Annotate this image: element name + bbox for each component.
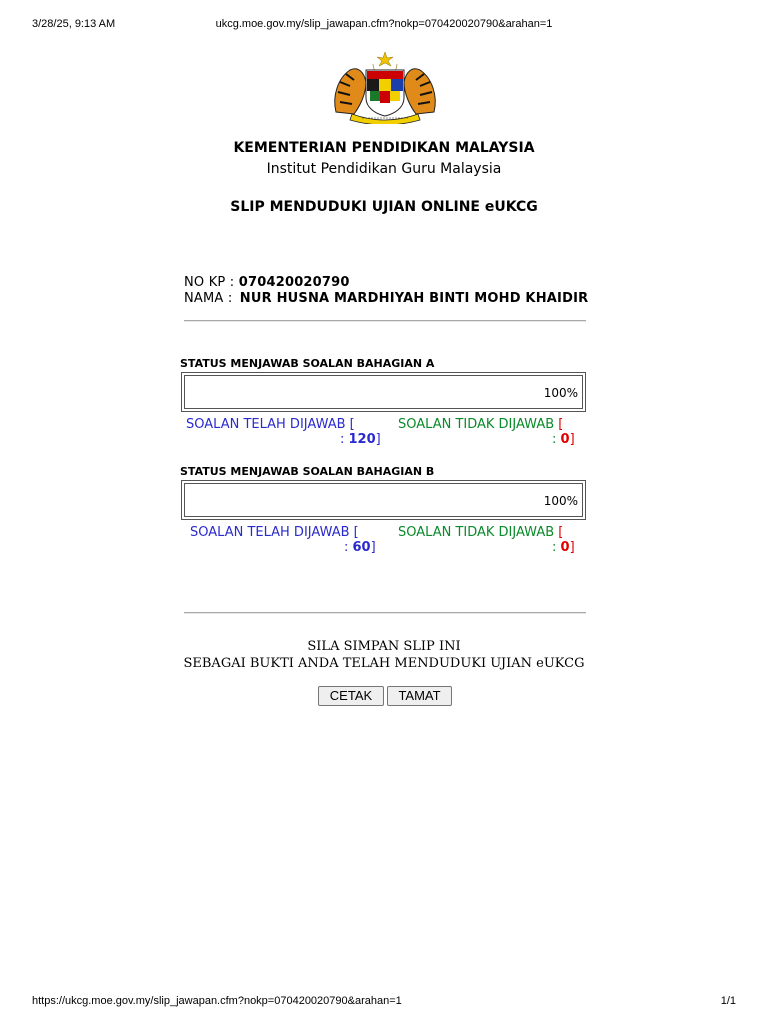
coat-of-arms-logo (330, 52, 440, 124)
proof-message: SEBAGAI BUKTI ANDA TELAH MENDUDUKI UJIAN eUKCG (183, 656, 585, 671)
save-slip-message: SILA SIMPAN SLIP INI (307, 639, 461, 654)
nokp-row (184, 275, 350, 290)
slip-title: SLIP MENDUDUKI UJIAN ONLINE eUKCG (230, 199, 538, 215)
section-a-unanswered-label: SOALAN TIDAK DIJAWAB (398, 417, 555, 432)
ministry-title: KEMENTERIAN PENDIDIKAN MALAYSIA (233, 140, 535, 156)
section-a-progress-inner (184, 375, 583, 409)
section-b-answered-label: SOALAN TELAH DIJAWAB [ (190, 525, 359, 540)
section-a-progress-bar (181, 372, 586, 412)
section-a-unanswered-count: : 0] (552, 432, 575, 447)
print-datetime: 3/28/25, 9:13 AM (32, 18, 116, 30)
section-b-unanswered-count: : 0] (552, 540, 575, 555)
section-a-answered-count: : 120] (340, 432, 381, 447)
section-a-answered-label: SOALAN TELAH DIJAWAB [ (186, 417, 355, 432)
section-b-unanswered: SOALAN TIDAK DIJAWAB [ (398, 525, 564, 540)
section-b-answered-value: 60 (352, 540, 371, 555)
section-a-answered-value: 120 (348, 432, 376, 447)
nokp-label: NO KP : (184, 275, 235, 290)
nama-row (184, 291, 588, 306)
print-button[interactable]: CETAK (318, 686, 384, 706)
section-b-title: STATUS MENJAWAB SOALAN BAHAGIAN B (180, 465, 435, 478)
section-b-unanswered-value: 0 (560, 540, 570, 555)
print-url-footer: https://ukcg.moe.gov.my/slip_jawapan.cfm?nokp=070420020790&arahan=1 (32, 995, 402, 1007)
institute-subtitle: Institut Pendidikan Guru Malaysia (266, 161, 502, 177)
section-b-progress-bar (181, 480, 586, 520)
finish-button[interactable]: TAMAT (387, 686, 452, 706)
nokp-value: 070420020790 (238, 275, 350, 290)
nama-label: NAMA : (184, 291, 233, 306)
section-b-progress-inner (184, 483, 583, 517)
print-url-header: ukcg.moe.gov.my/slip_jawapan.cfm?nokp=070420020790&arahan=1 (215, 18, 553, 30)
nama-value: NUR HUSNA MARDHIYAH BINTI MOHD KHAIDIR (239, 291, 589, 306)
page-number: 1/1 (720, 995, 736, 1007)
section-b-progress-label: 100% (543, 494, 578, 508)
section-a-unanswered-value: 0 (560, 432, 570, 447)
section-b-unanswered-label: SOALAN TIDAK DIJAWAB (398, 525, 555, 540)
section-a-progress-label: 100% (543, 386, 578, 400)
section-a-unanswered: SOALAN TIDAK DIJAWAB [ (398, 417, 564, 432)
divider-top (184, 320, 586, 322)
section-a-title: STATUS MENJAWAB SOALAN BAHAGIAN A (180, 357, 435, 370)
divider-bottom (184, 612, 586, 614)
section-b-answered-count: : 60] (344, 540, 376, 555)
